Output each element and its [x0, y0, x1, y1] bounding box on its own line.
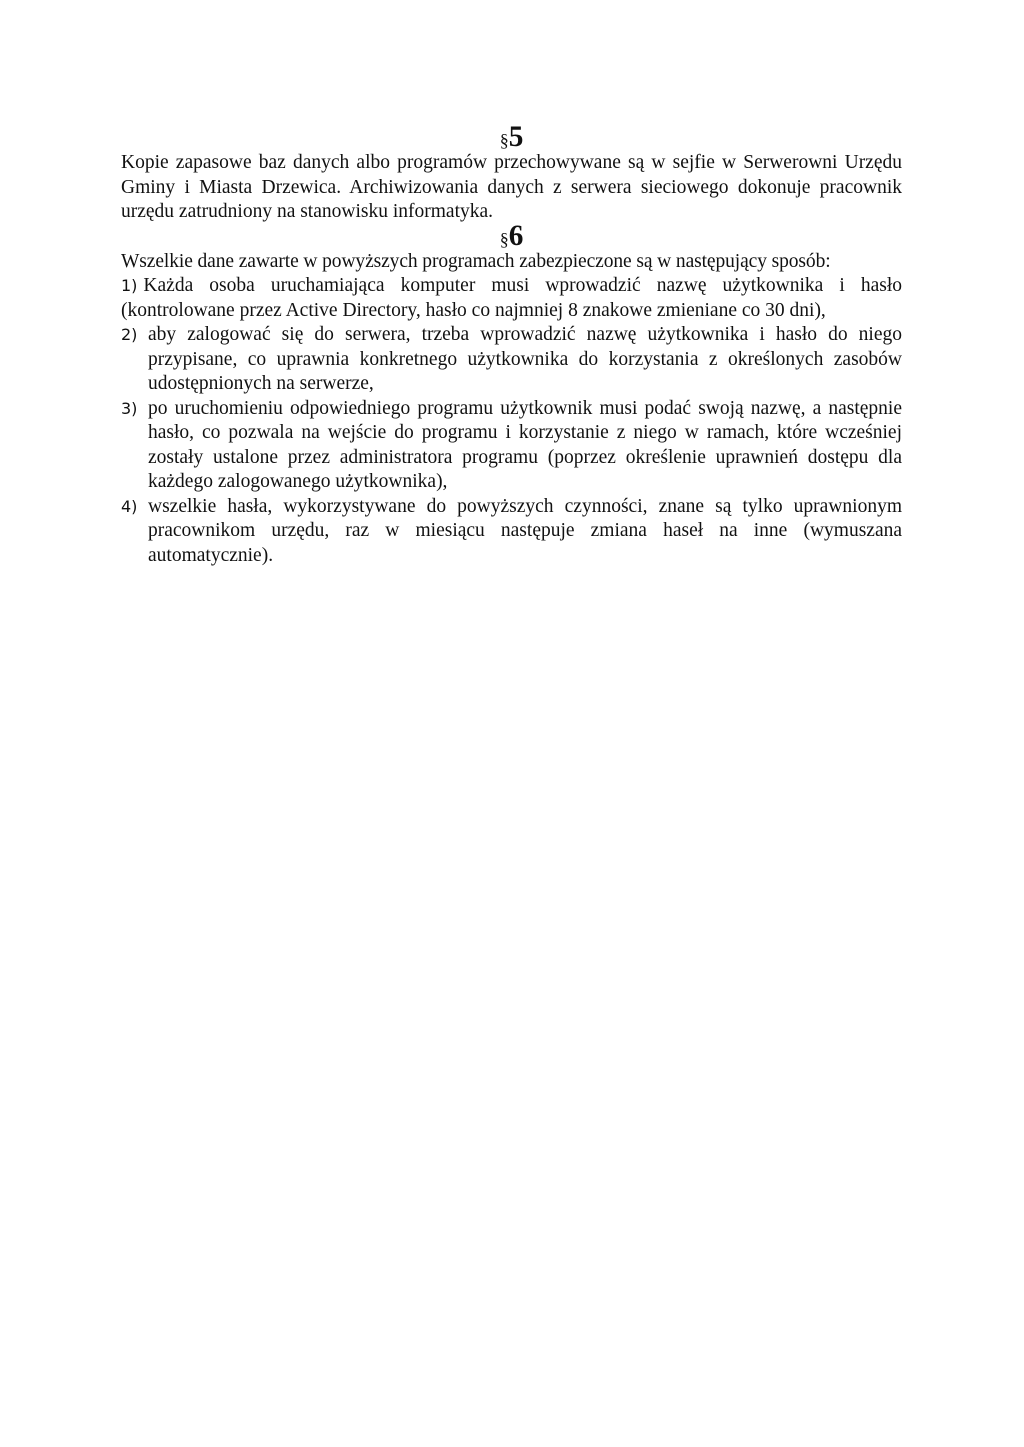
section-5-paragraph: Kopie zapasowe baz danych albo programów przechowywane są w sejfie w Serwerowni Urzędu Gminy i Miasta Drzewica. Archiwizowania danych z serwera sieciowego dokonuje pracownik urzędu zatrudniony na stanowisku informatyka.: [121, 152, 902, 222]
section-number: 5: [508, 121, 524, 153]
security-measures-list: [121, 274, 902, 568]
list-item-number: 2): [121, 325, 138, 344]
list-item-number: 4): [121, 496, 138, 516]
section-symbol: §: [499, 228, 509, 249]
section-number: 6: [508, 219, 524, 252]
section-6-intro: Wszelkie dane zawarte w powyższych programach zabezpieczone są w następujący sposób:: [121, 250, 831, 272]
list-item: [121, 397, 902, 495]
section-symbol: §: [499, 130, 509, 150]
list-item-text: po uruchomieniu odpowiedniego programu użytkownik musi podać swoją nazwę, a następnie hasło, co pozwala na wejście do programu i korzystanie z niego w ramach, które wcześniej zostały ustalone przez administratora programu (poprzez określenie uprawnień dostępu dla każdego zalogowanego użytkownika),: [148, 397, 902, 492]
list-item-text: wszelkie hasła, wykorzystywane do powyższych czynności, znane są tylko uprawnionym pracownikom urzędu, raz w miesiącu następuje zmiana haseł na inne (wymuszana automatycznie).: [148, 495, 902, 566]
list-item-text: aby zalogować się do serwera, trzeba wprowadzić nazwę użytkownika i hasło do niego przypisane, co uprawnia konkretnego użytkownika do korzystania z określonych zasobów udostępnionych na serwerze,: [148, 324, 902, 394]
list-item-number: 3): [121, 398, 138, 418]
list-item: [121, 495, 902, 569]
list-item: [121, 274, 902, 323]
list-item-number: 1): [121, 276, 138, 295]
list-item: [121, 323, 902, 397]
section-5-heading: [121, 121, 902, 153]
document-body: [121, 121, 902, 568]
list-item-text: Każda osoba uruchamiająca komputer musi wprowadzić nazwę użytkownika i hasło (kontrolowane przez Active Directory, hasło co najmniej 8 znakowe zmieniane co 30 dni),: [121, 275, 902, 321]
section-6-heading: [121, 219, 902, 252]
